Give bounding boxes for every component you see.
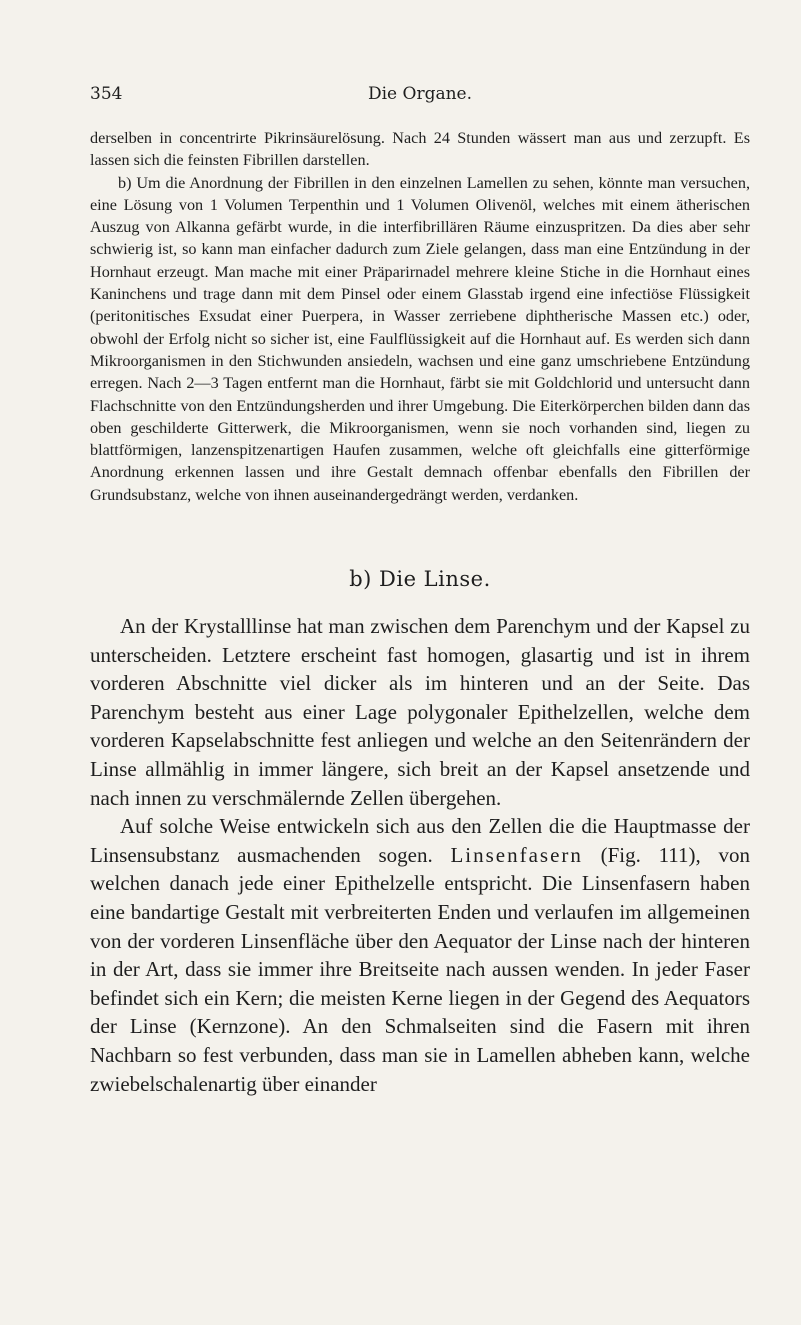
paragraph-linsenfasern-part-2: (Fig. 111), von welchen danach jede einer Epithelzelle entspricht. Die Linsenfasern haben eine bandartige Gestalt mit verbreiterten Enden und verlaufen im allgemeinen von der vorderen Linsenfläche über den Aequator der Linse nach der hinteren in der Art, dass sie immer ihre Breitseite nach aussen wenden. In jeder Faser befindet sich ein Kern; die meisten Kerne liegen in der Gegend des Aequators der Linse (Kernzone). An den Schmalseiten sind die Fasern mit ihren Nachbarn so fest verbunden, dass man sie in Lamellen abheben kann, welche zwiebelschalenartig über einander [90, 842, 750, 1096]
page-header [90, 83, 750, 105]
paragraph-fibrillen-method: b) Um die Anordnung der Fibrillen in den einzelnen Lamellen zu sehen, könnte man versuchen, eine Lösung von 1 Volumen Terpenthin und 1 Volumen Olivenöl, welches mit einem ätherischen Auszug von Alkanna gefärbt wurde, in die interfibrillären Räume einzuspritzen. Da dies aber sehr schwierig ist, so kann man einfacher dadurch zum Ziele gelangen, dass man eine Entzündung in der Hornhaut erzeugt. Man mache mit einer Präparirnadel mehrere kleine Stiche in die Hornhaut eines Kaninchens und trage dann mit dem Pinsel oder einem Glasstab irgend eine infectiöse Flüssigkeit (peritonitisches Exsudat einer Puerpera, in Wasser zerriebene diphtherische Massen etc.) oder, obwohl der Erfolg nicht so sicher ist, eine Faulflüssigkeit auf die Hornhaut auf. Es werden sich dann Mikroorganismen in den Stichwunden ansiedeln, wachsen und eine ganz umschriebene Entzündung erregen. Nach 2—3 Tagen entfernt man die Hornhaut, färbt sie mit Goldchlorid und untersucht dann Flachschnitte von den Entzündungsherden und ihrer Umgebung. Die Eiterkörperchen bilden dann das oben geschilderte Gitterwerk, die Mikroorganismen, wenn sie noch vorhanden sind, liegen zu blattförmigen, lanzenspitzenartigen Haufen zusammen, welche oft gleichfalls eine gitterförmige Anordnung erkennen lassen und ihre Gestalt demnach offenbar ebenfalls den Fibrillen der Grundsubstanz, welche von ihnen auseinandergedrängt werden, verdanken. [90, 173, 750, 504]
running-title: Die Organe. [367, 84, 473, 104]
paragraph-preparation-end: derselben in concentrirte Pikrinsäurelösung. Nach 24 Stunden wässert man aus und zerzupft. Es lassen sich die feinsten Fibrillen darstellen. [90, 129, 750, 170]
paragraph-linsenfasern-part-1: Auf solche Weise entwickeln sich aus den Zellen die die Hauptmasse der Linsensubstanz ausmachenden sogen. [90, 814, 750, 867]
small-print-section [90, 127, 750, 506]
paragraph-linse-intro: An der Krystalllinse hat man zwischen dem Parenchym und der Kapsel zu unterscheiden. Letztere erscheint fast homogen, glasartig und ist in ihrem vorderen Abschnitte viel dicker als im hinteren und an der Seite. Das Parenchym besteht aus einer Lage polygonaler Epithelzellen, welche dem vorderen Kapselabschnitte fest anliegen und welche an den Seitenrändern der Linse allmählig in immer längere, sich breit an der Kapsel ansetzende und nach innen zu verschmälernde Zellen übergehen. [90, 614, 750, 810]
main-text-section [90, 612, 750, 1098]
page-number: 354 [90, 84, 123, 104]
paragraph-linsenfasern [90, 812, 750, 1098]
term-linsenfasern: Linsenfasern [450, 842, 583, 867]
section-heading: b) Die Linse. [349, 567, 491, 591]
